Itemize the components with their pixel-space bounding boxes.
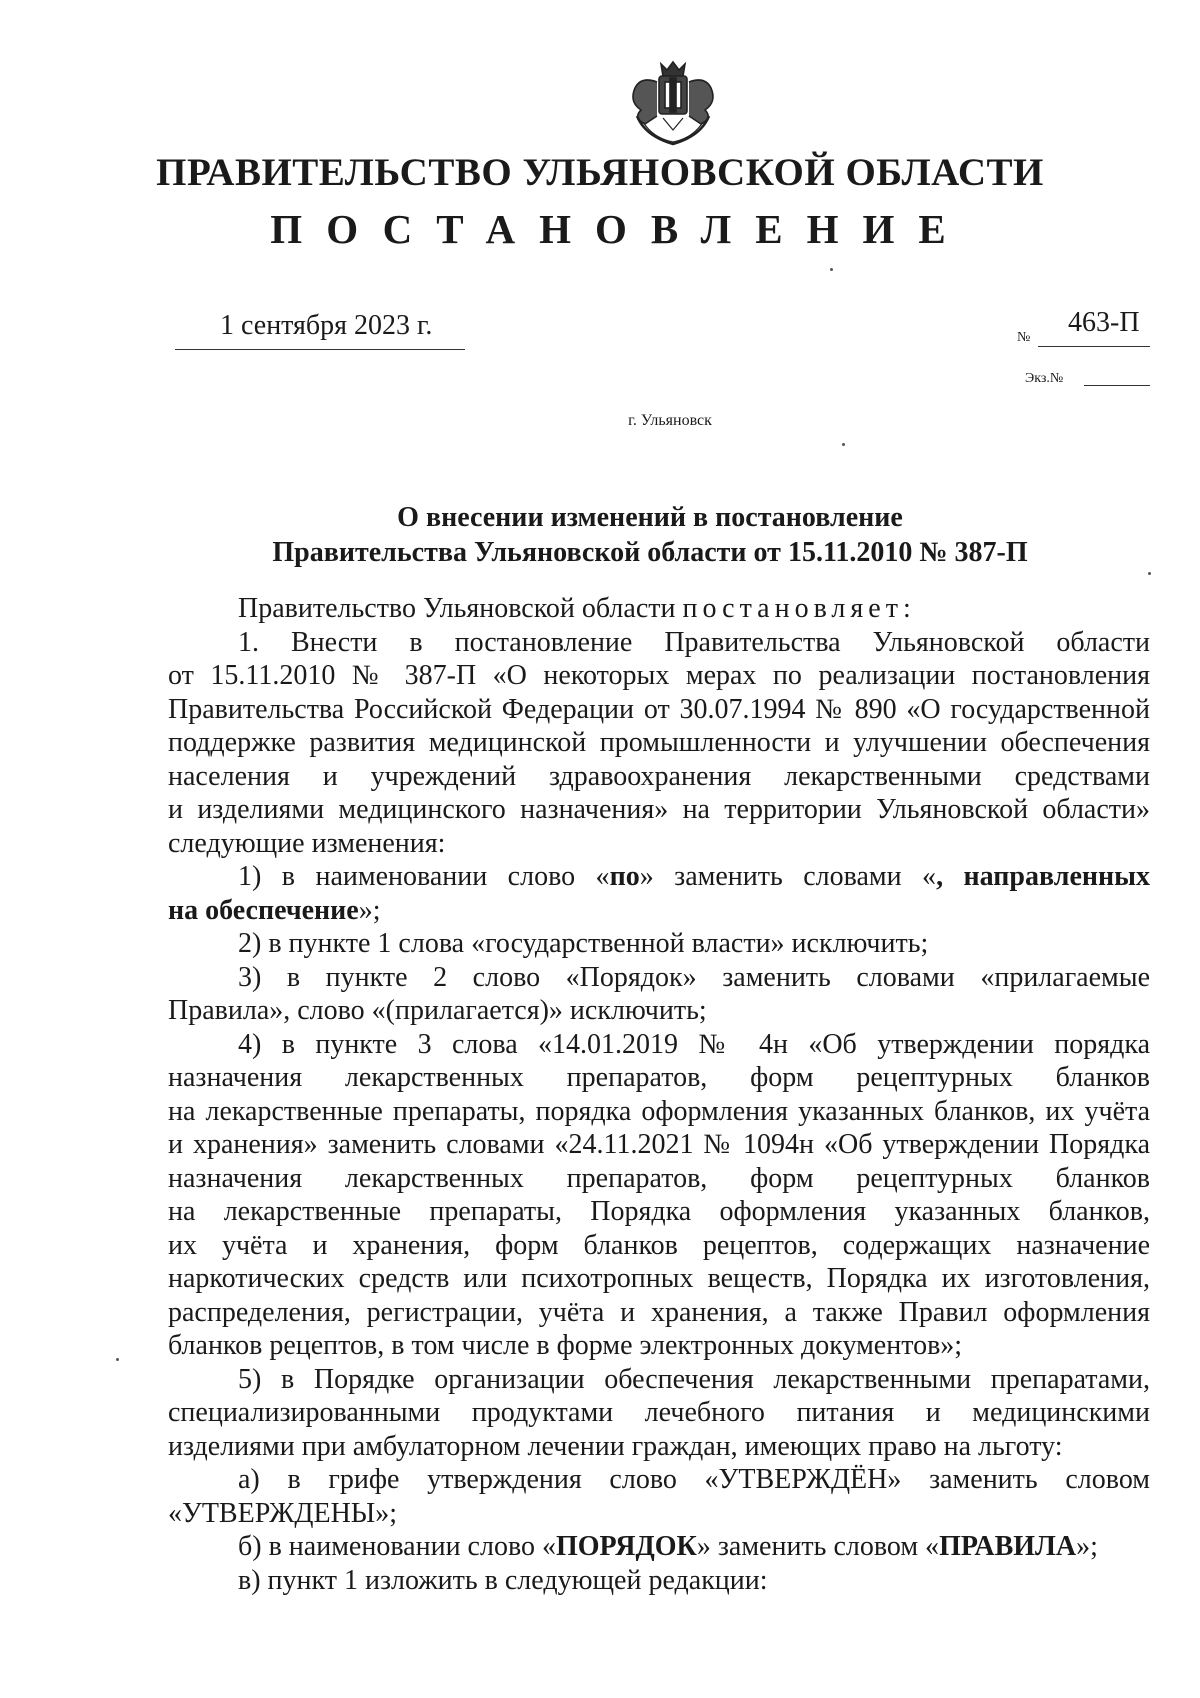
document-number: 463-П [1068, 307, 1140, 338]
clause-1-line: и изделиями медицинского назначения» на территории Ульяновской области» [168, 794, 1150, 825]
date-underline [175, 349, 465, 350]
scan-speck [1148, 572, 1151, 575]
subclause-5: 5) в Порядке организации обеспечения лекарственными препаратами, [238, 1363, 1150, 1395]
number-sign: № [1017, 330, 1031, 345]
bold-span: по [609, 861, 640, 892]
document-date: 1 сентября 2023 г. [220, 310, 433, 341]
scan-speck [116, 1358, 119, 1361]
preamble-colon: : [902, 593, 911, 624]
scan-speck [830, 268, 833, 271]
subclause-2: 2) в пункте 1 слова «государственной власти» исключить; [238, 928, 929, 959]
text-span: » заменить словами « [639, 861, 937, 892]
copy-number-underline [1084, 385, 1150, 386]
subclause-1 [168, 860, 1150, 894]
item-a-line: «УТВЕРЖДЕНЫ»; [168, 1497, 398, 1529]
text-span: » заменить словом « [696, 1531, 940, 1562]
bold-span: на обеспечение [168, 894, 359, 926]
clause-1-line: следующие изменения: [168, 827, 446, 859]
bold-span: , направленных [936, 861, 1151, 892]
item-c: в) пункт 1 изложить в следующей редакции: [238, 1564, 768, 1596]
scan-speck [842, 443, 845, 446]
document-body [168, 592, 1150, 1597]
item-a: а) в грифе утверждения слово «УТВЕРЖДЁН» заменить словом [238, 1464, 1150, 1495]
clause-1-line: от 15.11.2010 № 387-П «О некоторых мерах по реализации постановления [168, 660, 1150, 691]
subclause-4-line: на лекарственные препараты, Порядка оформления указанных бланков, [168, 1196, 1150, 1227]
coat-of-arms-emblem [623, 58, 727, 150]
bold-span: ПРАВИЛА [939, 1531, 1077, 1562]
subject-line-2: Правительства Ульяновской области от 15.11.2010 № 387-П [272, 537, 1028, 568]
subclause-5-line: специализированными продуктами лечебного питания и медицинскими [168, 1397, 1150, 1428]
preamble-verb: постановляет [682, 593, 903, 624]
subclause-4-line: назначения лекарственных препаратов, форм рецептурных бланков [168, 1062, 1150, 1093]
clause-1-line: поддержке развития медицинской промышленности и улучшении обеспечения [168, 727, 1150, 758]
document-type: ПОСТАНОВЛЕНИЕ [270, 206, 970, 252]
document-subject [200, 500, 1100, 570]
clause-1-line: населения и учреждений здравоохранения лекарственными средствами [168, 760, 1150, 792]
item-b [168, 1530, 1150, 1564]
subclause-4-line: распределения, регистрации, учёта и хранения, а также Правил оформления [168, 1296, 1150, 1328]
subject-line-1: О внесении изменений в постановление [397, 502, 903, 533]
subclause-1-line [168, 894, 1150, 928]
clause-1: 1. Внести в постановление Правительства Ульяновской области [238, 626, 1150, 658]
text-span: »; [1076, 1531, 1098, 1562]
city: г. Ульяновск [628, 412, 712, 429]
text-span: »; [358, 894, 381, 926]
subclause-5-line: изделиями при амбулаторном лечении граждан, имеющих право на льготу: [168, 1430, 1063, 1462]
subclause-4: 4) в пункте 3 слова «14.01.2019 № 4н «Об утверждении порядка [238, 1028, 1150, 1060]
preamble [168, 592, 1150, 626]
subclause-3: 3) в пункте 2 слово «Порядок» заменить словами «прилагаемые [238, 961, 1150, 993]
government-title: ПРАВИТЕЛЬСТВО УЛЬЯНОВСКОЙ ОБЛАСТИ [156, 151, 1044, 194]
preamble-text: Правительство Ульяновской области [238, 593, 683, 624]
subclause-4-line: бланков рецептов, в том числе в форме электронных документов»; [168, 1330, 963, 1361]
bold-span: ПОРЯДОК [555, 1531, 697, 1562]
copy-number-label: Экз.№ [1025, 371, 1064, 386]
text-span: б) в наименовании слово « [238, 1531, 556, 1562]
subclause-4-line: наркотических средств или психотропных веществ, Порядка их изготовления, [168, 1263, 1150, 1294]
clause-1-line: Правительства Российской Федерации от 30.07.1994 № 890 «О государственной [168, 693, 1150, 725]
subclause-4-line: и хранения» заменить словами «24.11.2021 № 1094н «Об утверждении Порядка [168, 1129, 1150, 1160]
subclause-4-line: их учёта и хранения, форм бланков рецептов, содержащих назначение [168, 1229, 1150, 1261]
subclause-4-line: на лекарственные препараты, порядка оформления указанных бланков, их учёта [168, 1095, 1150, 1127]
subclause-3-line: Правила», слово «(прилагается)» исключить; [168, 995, 707, 1026]
subclause-4-line: назначения лекарственных препаратов, форм рецептурных бланков [168, 1162, 1150, 1194]
number-underline [1038, 346, 1150, 347]
text-span: 1) в наименовании слово « [238, 861, 610, 892]
